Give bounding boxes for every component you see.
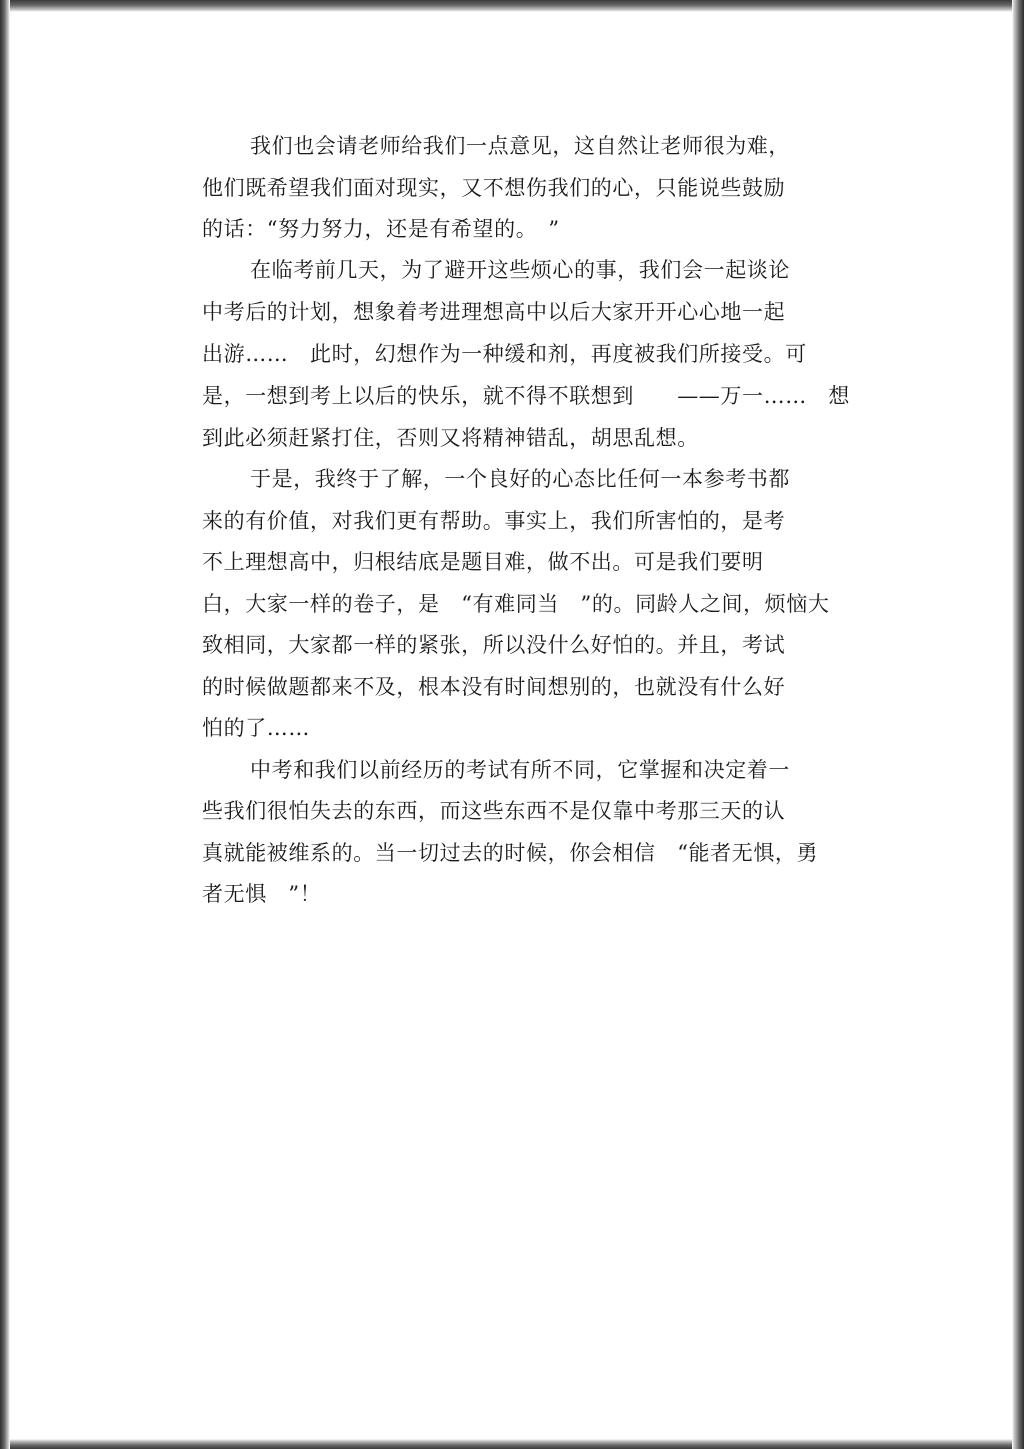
paragraph-line: 的话：“努力努力，还是有希望的。 ” bbox=[202, 217, 560, 241]
paragraph-line: 白，大家一样的卷子，是 “有难同当 ”的。同龄人之间，烦恼大 bbox=[202, 592, 830, 616]
paragraph-line: 在临考前几天，为了避开这些烦心的事，我们会一起谈论 bbox=[250, 258, 790, 282]
paragraph-line: 不上理想高中，归根结底是题目难，做不出。可是我们要明 bbox=[202, 550, 764, 574]
scan-border-top bbox=[0, 0, 1024, 12]
paragraph-line: 中考后的计划，想象着考进理想高中以后大家开开心心地一起 bbox=[202, 300, 786, 324]
paragraph-line: 致相同，大家都一样的紧张，所以没什么好怕的。并且，考试 bbox=[202, 633, 786, 657]
scan-border-right bbox=[1012, 0, 1024, 1449]
paragraph-line: 些我们很怕失去的东西，而这些东西不是仅靠中考那三天的认 bbox=[202, 799, 786, 823]
paragraph-line: 来的有价值，对我们更有帮助。事实上，我们所害怕的，是考 bbox=[202, 509, 786, 533]
scan-border-left bbox=[0, 0, 10, 1449]
paragraph-line: 者无惧 ”！ bbox=[202, 882, 322, 906]
paragraph-line: 出游…… 此时，幻想作为一种缓和剂，再度被我们所接受。可 bbox=[202, 342, 807, 366]
paragraph-line: 是，一想到考上以后的快乐，就不得不联想到 ——万一…… 想 bbox=[202, 384, 850, 408]
paragraph-line: 怕的了…… bbox=[202, 716, 310, 740]
paragraph-line: 的时候做题都来不及，根本没有时间想别的，也就没有什么好 bbox=[202, 675, 786, 699]
paragraph-line: 我们也会请老师给我们一点意见，这自然让老师很为难， bbox=[250, 134, 790, 158]
scan-border-bottom bbox=[0, 1439, 1024, 1449]
paragraph-line: 于是，我终于了解，一个良好的心态比任何一本参考书都 bbox=[250, 467, 790, 491]
paragraph-line: 真就能被维系的。当一切过去的时候，你会相信 “能者无惧，勇 bbox=[202, 841, 819, 865]
paragraph-line: 中考和我们以前经历的考试有所不同，它掌握和决定着一 bbox=[250, 758, 790, 782]
paragraph-line: 他们既希望我们面对现实，又不想伤我们的心，只能说些鼓励 bbox=[202, 176, 786, 200]
paragraph-line: 到此必须赶紧打住，否则又将精神错乱，胡思乱想。 bbox=[202, 426, 699, 450]
